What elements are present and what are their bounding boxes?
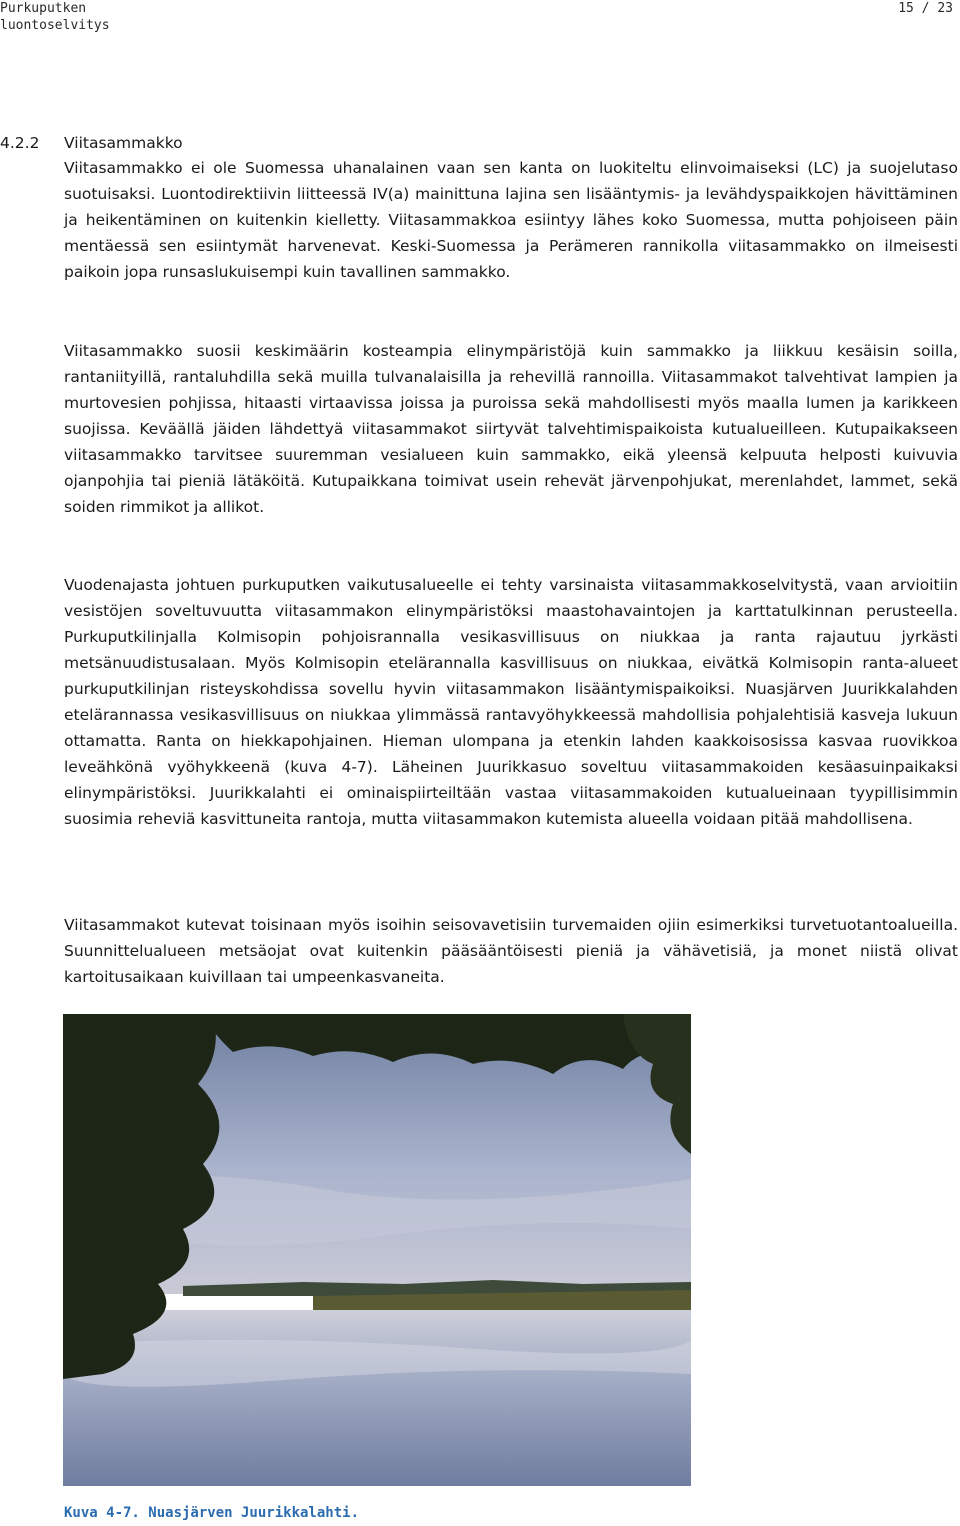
paragraph-2: Viitasammakko suosii keskimäärin kosteampia elinympäristöjä kuin sammakko ja liikkuu kesäisin soilla, rantaniityillä, rantaluhdilla sekä muilla tulvanalaisilla ja rehevillä rannoilla. Viitasammakot talvehtivat lampien ja murtovesien pohjissa, hitaasti virtaavissa joissa ja puroissa sekä mahdollisesti myös maalla lumen ja karikkeen suojissa. Keväällä jäiden lähdettyä viitasammakot siirtyvät talvehtimispaikoista kutualueilleen. Kutupaikakseen viitasammakko tarvitsee suuremman vesialueen kuin sammakko, eikä yleensä kelpuuta helposti kuivuvia ojanpohjia tai pieniä lätäköitä. Kutupaikkana toimivat usein rehevät järvenpohjukat, merenlahdet, lammet, sekä soiden rimmikot ja allikot. bbox=[64, 342, 958, 516]
doc-title-line-2: luontoselvitys bbox=[0, 18, 110, 33]
page-indicator: 15 / 23 bbox=[898, 1, 953, 16]
section-number: 4.2.2 bbox=[0, 134, 40, 152]
paragraph-4: Viitasammakot kutevat toisinaan myös isoihin seisovavetisiin turvemaiden ojiin esimerkiksi turvetuotantoalueilla. Suunnittelualueen metsäojat ovat kuitenkin pääsääntöisesti pieniä ja vähävetisiä, ja monet niistä olivat kartoitusaikaan kuivillaan tai umpeenkasvaneita. bbox=[64, 916, 958, 986]
section-title: Viitasammakko bbox=[64, 134, 183, 152]
lake-photo bbox=[63, 1014, 691, 1486]
doc-title-line-1: Purkuputken bbox=[0, 1, 87, 16]
figure-caption: Kuva 4-7. Nuasjärven Juurikkalahti. bbox=[64, 1505, 360, 1521]
water bbox=[63, 1310, 691, 1486]
paragraph-3: Vuodenajasta johtuen purkuputken vaikutusalueelle ei tehty varsinaista viitasammakkoselvitystä, vaan arvioitiin vesistöjen soveltuvuutta viitasammakon elinympäristöksi maastohavaintojen ja karttatulkinnan perusteella. Purkuputkilinjalla Kolmisopin pohjoisrannalla vesikasvillisuus on niukkaa ja ranta rajautuu jyrkästi metsänuudistusalaan. Myös Kolmisopin etelärannalla kasvillisuus on niukkaa, eivätkä Kolmisopin ranta-alueet purkuputkilinjan risteyskohdissa sovellu hyvin viitasammakon lisääntymispaikoiksi. Nuasjärven Juurikkalahden etelärannassa vesikasvillisuus on niukkaa ylimmässä rantavyöhykkeessä mahdollisia pohjalehtisiä kasveja lukuun ottamatta. Ranta on hiekkapohjainen. Hieman ulompana ja etenkin lahden kaakkoisosissa kasvaa ruovikkoa leveähkönä vyöhykkeenä (kuva 4-7). Läheinen Juurikkasuo soveltuu viitasammakoiden kesäasuinpaikaksi elinympäristöksi. Juurikkalahti ei ominaispiirteiltään vastaa viitasammakoiden kutualueinaan tyypillisimmin suosimia reheviä kasvittuneita rantoja, mutta viitasammakon kutemista alueella voidaan pitää mahdollisena. bbox=[64, 576, 958, 828]
document-header-title bbox=[0, 0, 110, 34]
paragraph-1: Viitasammakko ei ole Suomessa uhanalainen vaan sen kanta on luokiteltu elinvoimaiseksi (LC) ja suojelutaso suotuisaksi. Luontodirektiivin liitteessä IV(a) mainittuna lajina sen lisääntymis- ja levähdyspaikkojen hävittäminen ja heikentäminen on kuitenkin kielletty. Viitasammakkoa esiintyy lähes koko Suomessa, mutta pohjoiseen päin mentäessä sen esiintymät harvenevat. Keski-Suomessa ja Perämeren rannikolla viitasammakko on ilmeisesti paikoin jopa runsaslukuisempi kuin tavallinen sammakko. bbox=[64, 159, 958, 281]
